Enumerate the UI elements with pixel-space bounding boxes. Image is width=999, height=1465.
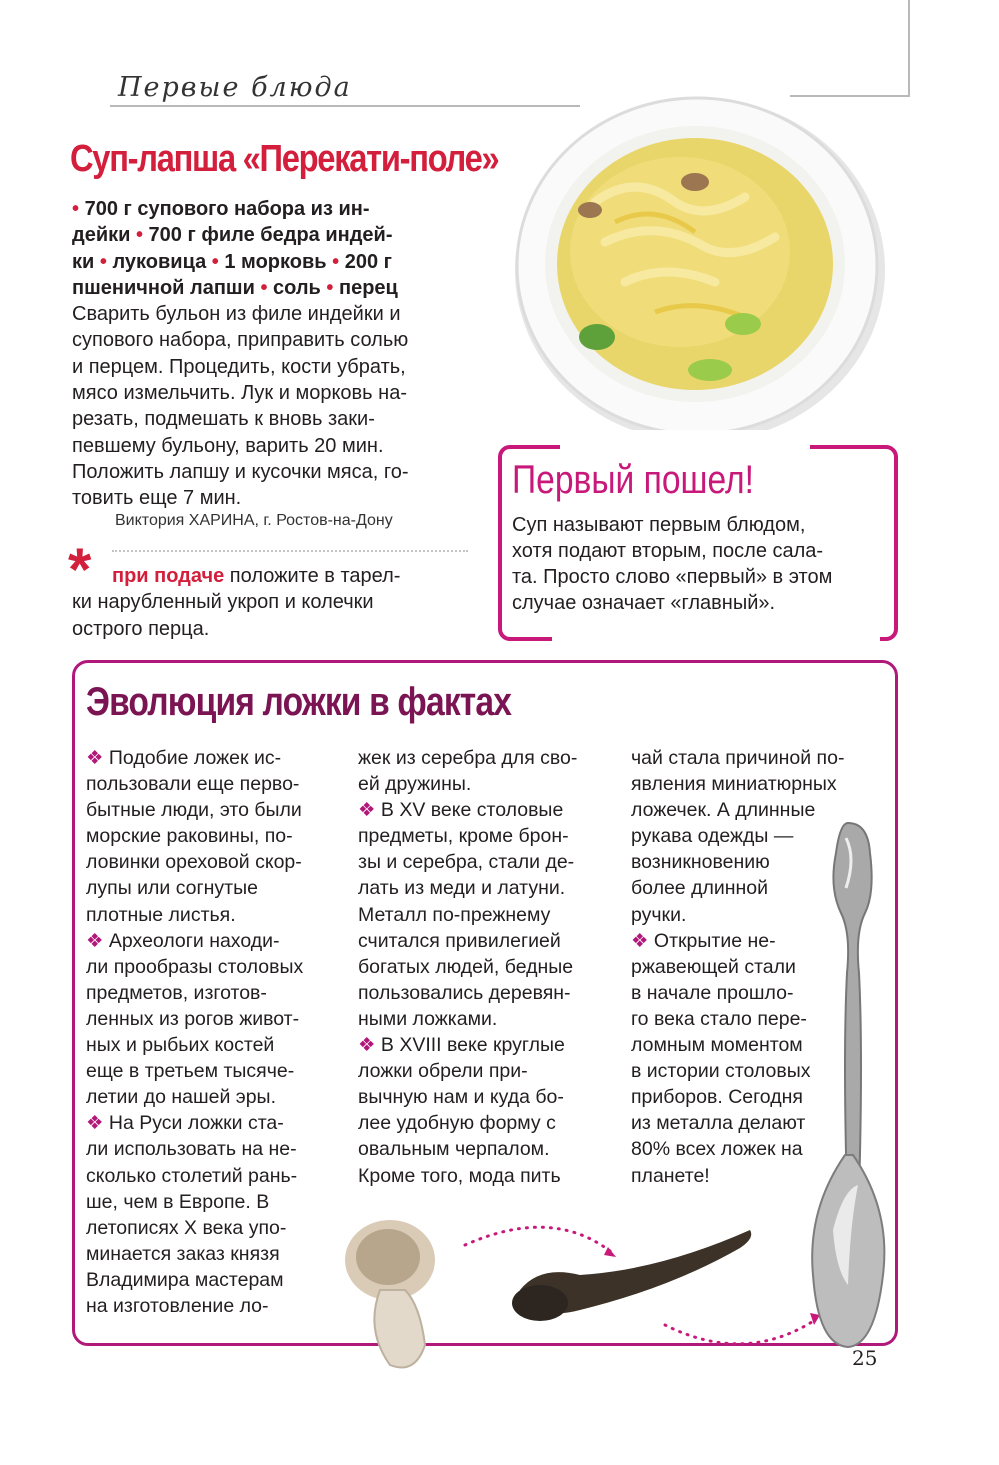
diamond-bullet-icon: ❖ <box>358 1034 376 1057</box>
fact-line: возникновению <box>631 851 770 874</box>
fact-line: еще в третьем тысяче- <box>86 1060 295 1083</box>
fact-line: зы и серебра, стали де- <box>358 851 575 874</box>
serving-text: положите в тарел- <box>224 565 401 587</box>
page-number: 25 <box>852 1346 878 1370</box>
method-line: товить еще 7 мин. <box>72 487 242 510</box>
method-line: супового набора, приправить солью <box>72 329 409 352</box>
serving-line: ки нарубленный укроп и колечки <box>72 591 374 613</box>
method-line: Положить лапшу и кусочки мяса, го- <box>72 460 409 483</box>
fact-line: предметов, изготов- <box>86 981 267 1004</box>
fact-line: минается заказ князя <box>86 1242 280 1265</box>
wooden-spoon-icon <box>512 1230 751 1321</box>
fact-line: ломным моментом <box>631 1034 803 1057</box>
diamond-bullet-icon: ❖ <box>86 1112 104 1135</box>
fact-line: на изготовление ло- <box>86 1294 269 1317</box>
fact-line: в начале прошло- <box>631 981 794 1004</box>
method-line: мясо измельчить. Лук и морковь на- <box>72 382 407 405</box>
info-title: Первый пошел! <box>512 458 754 502</box>
fact-line: ❖ Открытие не- <box>631 929 776 952</box>
dotted-divider <box>112 550 468 552</box>
fact-line: явления миниатюрных <box>631 773 837 796</box>
fact-line: богатых людей, бедные <box>358 955 574 978</box>
fact-line: ли прообразы столовых <box>86 955 304 978</box>
diamond-bullet-icon: ❖ <box>86 747 104 769</box>
fact-line: ❖ В XVIII веке круглые <box>358 1034 565 1057</box>
method-line: и перцем. Процедить, кости убрать, <box>72 355 406 378</box>
info-line: хотя подают вторым, после сала- <box>512 540 824 562</box>
silver-spoon-handle <box>808 818 898 1198</box>
fact-line: ей дружины. <box>358 773 472 796</box>
frame-gap <box>560 430 810 454</box>
fact-line: ленных из рогов живот- <box>86 1007 300 1030</box>
fact-line: ❖ На Руси ложки ста- <box>86 1112 284 1135</box>
fact-line: ржавеющей стали <box>631 955 796 978</box>
facts-column-2 <box>358 745 626 1189</box>
serving-tip-cont <box>72 589 472 642</box>
spoon-evolution-illustration <box>340 1195 860 1375</box>
fact-line: 80% всех ложек на <box>631 1138 803 1161</box>
fact-line: считался привилегией <box>358 929 561 952</box>
fact-line: из металла делают <box>631 1112 806 1135</box>
method-line: певшему бульону, варить 20 мин. <box>72 434 384 457</box>
fact-line: предметы, кроме брон- <box>358 825 569 848</box>
fact-line: планете! <box>631 1164 710 1187</box>
diamond-bullet-icon: ❖ <box>631 929 649 952</box>
fact-line: рукава одежды — <box>631 825 794 848</box>
ingredients <box>72 196 477 301</box>
fact-line: приборов. Сегодня <box>631 1086 803 1109</box>
fact-line: ложечек. А длинные <box>631 799 816 822</box>
info-text <box>512 512 882 616</box>
fact-line: вычную нам и куда бо- <box>358 1086 564 1109</box>
fact-line: ❖ Подобие ложек ис- <box>86 747 282 769</box>
fact-line: Владимира мастерам <box>86 1268 284 1291</box>
frame-gap <box>552 622 880 642</box>
serving-line: острого перца. <box>72 617 210 640</box>
recipe-body <box>72 196 477 512</box>
serving-tip <box>112 563 472 590</box>
page-frame-corner <box>790 0 910 97</box>
serving-lead: при подаче <box>112 565 225 587</box>
info-line: случае означает «главный». <box>512 592 776 614</box>
fact-line: ❖ В XV веке столовые <box>358 799 564 822</box>
fact-line: ными ложками. <box>358 1007 498 1030</box>
ingredient-line: дейки • 700 г филе бедра индей- <box>72 224 393 247</box>
diamond-bullet-icon: ❖ <box>86 929 104 952</box>
ingredient-line: ки • луковица • 1 морковь • 200 г <box>72 250 392 273</box>
ingredient-line: пшеничной лапши • соль • перец <box>72 276 398 299</box>
fact-line: плотные листья. <box>86 903 236 926</box>
fact-line: летописях X века упо- <box>86 1216 287 1239</box>
section-heading: Первые блюда <box>118 72 352 103</box>
fact-line: ли использовать на не- <box>86 1138 297 1161</box>
fact-line: морские раковины, по- <box>86 825 293 848</box>
fact-line: ручки. <box>631 903 687 926</box>
fact-line: чай стала причиной по- <box>631 747 845 769</box>
fact-line: бытные люди, это были <box>86 799 302 822</box>
fact-line: пользовались деревян- <box>358 981 571 1004</box>
shell-spoon-icon <box>345 1220 435 1368</box>
method-line: резать, подмешать к вновь заки- <box>72 408 375 431</box>
recipe-author: Виктория ХАРИНА, г. Ростов-на-Дону <box>115 512 393 529</box>
method <box>72 301 477 511</box>
method-line: Сварить бульон из филе индейки и <box>72 303 401 326</box>
info-line: Суп называют первым блюдом, <box>512 514 806 536</box>
facts-column-1 <box>86 745 356 1319</box>
fact-line: ных и рыбьих костей <box>86 1034 275 1057</box>
fact-line: овальным черпалом. <box>358 1138 550 1161</box>
fact-line: Кроме того, мода пить <box>358 1164 561 1187</box>
fact-line: более длинной <box>631 877 768 900</box>
fact-line: в истории столовых <box>631 1060 811 1083</box>
fact-line: лупы или согнутые <box>86 877 258 900</box>
fact-line: ложки обрели при- <box>358 1060 528 1083</box>
asterisk-icon: * <box>68 536 92 603</box>
fact-line: ловинки ореховой скор- <box>86 851 302 874</box>
soup-bowl-image <box>505 92 890 452</box>
fact-line: го века стало пере- <box>631 1007 807 1030</box>
silver-spoon-bowl <box>808 1150 893 1350</box>
fact-line: лать из меди и латуни. <box>358 877 566 900</box>
fact-line: пользовали еще перво- <box>86 773 300 796</box>
ingredient-line: • 700 г супового набора из ин- <box>72 198 370 220</box>
diamond-bullet-icon: ❖ <box>358 799 376 822</box>
fact-line: лее удобную форму с <box>358 1112 556 1135</box>
fact-line: жек из серебра для сво- <box>358 747 578 769</box>
fact-line: ❖ Археологи находи- <box>86 929 280 952</box>
fact-line: ше, чем в Европе. В <box>86 1190 270 1213</box>
recipe-title: Суп-лапша «Перекати-поле» <box>70 138 499 180</box>
fact-line: сколько столетий рань- <box>86 1164 298 1187</box>
facts-title: Эволюция ложки в фактах <box>86 680 512 724</box>
fact-line: летии до нашей эры. <box>86 1086 276 1109</box>
fact-line: Металл по-прежнему <box>358 903 551 926</box>
info-line: та. Просто слово «первый» в этом <box>512 566 833 588</box>
